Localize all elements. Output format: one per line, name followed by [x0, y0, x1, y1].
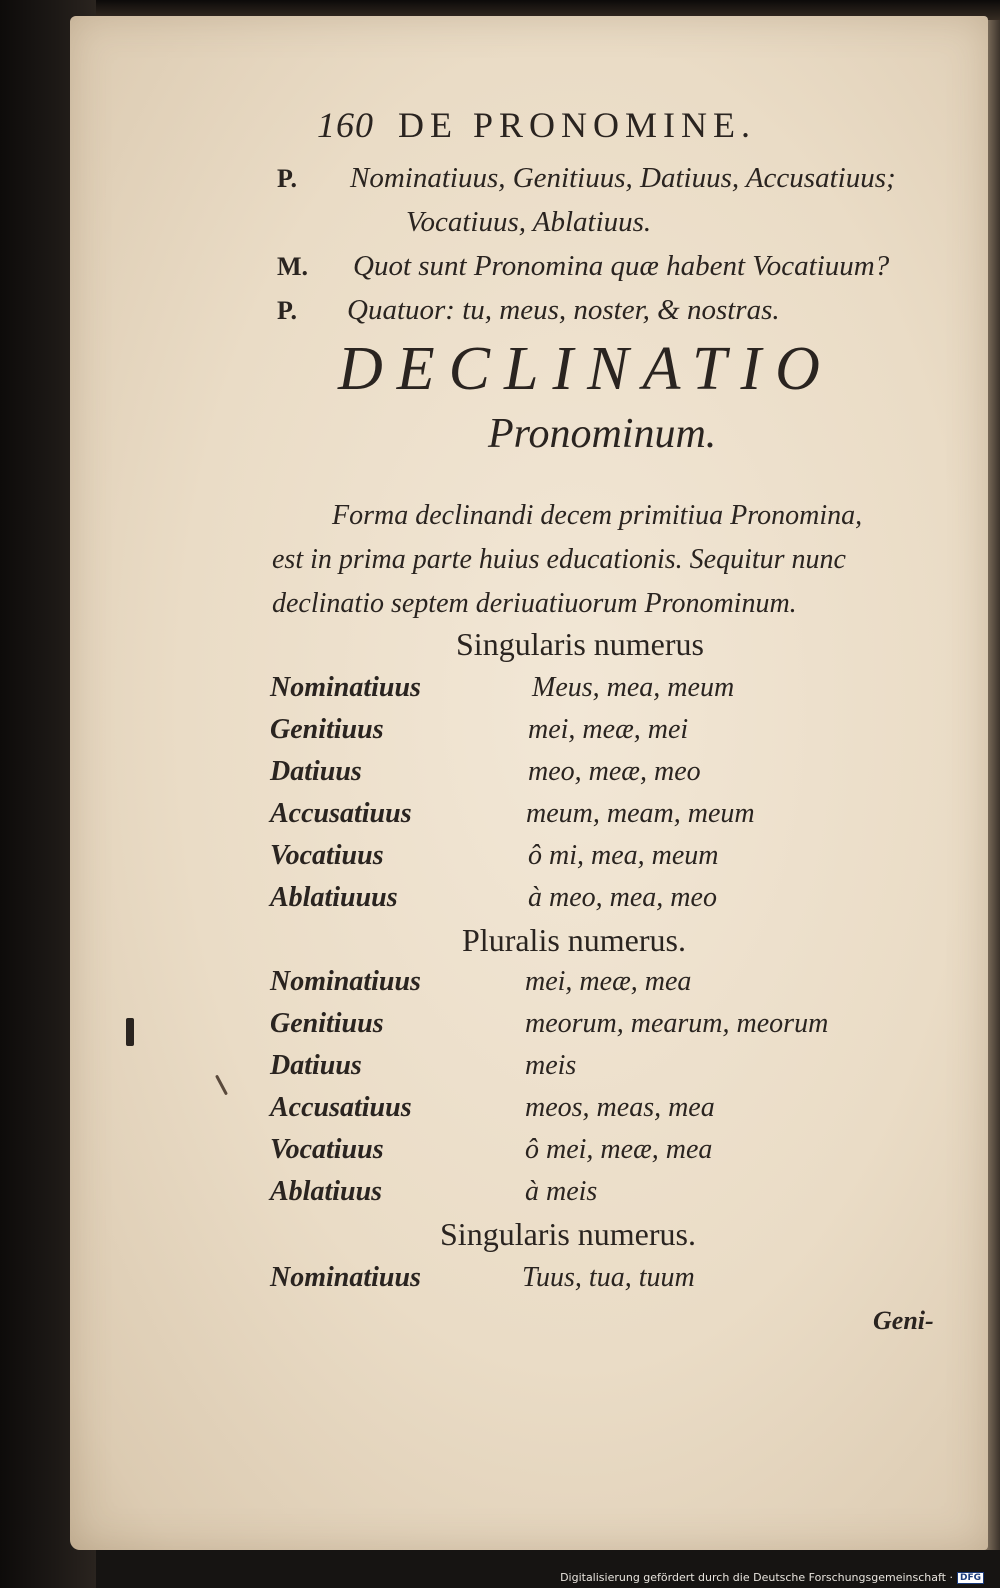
- running-header: [317, 104, 756, 146]
- declension-forms: mei, meæ, mei: [528, 714, 689, 745]
- paragraph-line: declinatio septem deriuatiuorum Pronominum.: [272, 588, 797, 619]
- declension-forms: ô mi, mea, meum: [528, 840, 719, 871]
- dialogue-text: Vocatiuus, Ablatiuus.: [406, 206, 652, 238]
- paragraph-line: est in prima parte huius educationis. Sequitur nunc: [272, 544, 846, 575]
- speaker-label: P.: [277, 164, 297, 193]
- declension-forms: Meus, mea, meum: [532, 672, 735, 703]
- dialogue-line: [277, 250, 308, 283]
- declension-forms: Tuus, tua, tuum: [522, 1262, 695, 1293]
- digitization-footer: [560, 1571, 984, 1584]
- case-label: Datiuus: [270, 1050, 362, 1081]
- section-title: DECLINATIO: [338, 335, 834, 403]
- dialogue-line: [277, 162, 297, 195]
- ink-mark: [126, 1018, 134, 1046]
- declension-forms: à meo, mea, meo: [528, 882, 717, 913]
- table-heading: Pluralis numerus.: [462, 922, 686, 958]
- declension-forms: meorum, mearum, meorum: [525, 1008, 829, 1039]
- paragraph-line: Forma declinandi decem primitiua Pronomina,: [332, 500, 863, 531]
- case-label: Vocatiuus: [270, 840, 384, 871]
- table-heading: Singularis numerus.: [440, 1216, 696, 1252]
- case-label: Datiuus: [270, 756, 362, 787]
- dialogue-text: Quatuor: tu, meus, noster, & nostras.: [347, 294, 780, 326]
- ink-mark: [215, 1075, 228, 1096]
- case-label: Nominatiuus: [270, 966, 421, 997]
- case-label: Nominatiuus: [270, 672, 421, 703]
- case-label: Ablatiuuus: [270, 882, 398, 913]
- speaker-label: M.: [277, 252, 309, 281]
- case-label: Vocatiuus: [270, 1134, 384, 1165]
- case-label: Nominatiuus: [270, 1262, 421, 1293]
- declension-forms: meo, meæ, meo: [528, 756, 701, 787]
- declension-forms: meum, meam, meum: [526, 798, 755, 829]
- dialogue-text: Quot sunt Pronomina quæ habent Vocatiuum?: [353, 250, 890, 282]
- declension-forms: meos, meas, mea: [525, 1092, 715, 1123]
- dialogue-line: [277, 294, 297, 327]
- case-label: Genitiuus: [270, 714, 384, 745]
- declension-forms: meis: [525, 1050, 577, 1081]
- section-subtitle: Pronominum.: [488, 411, 717, 457]
- table-heading: Singularis numerus: [456, 626, 704, 662]
- case-label: Accusatiuus: [270, 1092, 412, 1123]
- declension-forms: à meis: [525, 1176, 598, 1207]
- footer-text: Digitalisierung gefördert durch die Deutsche Forschungsgemeinschaft ·: [560, 1571, 953, 1584]
- dialogue-text: Nominatiuus, Genitiuus, Datiuus, Accusatiuus;: [350, 162, 896, 194]
- case-label: Genitiuus: [270, 1008, 384, 1039]
- case-label: Accusatiuus: [270, 798, 412, 829]
- page-number: 160: [317, 105, 374, 145]
- speaker-label: P.: [277, 296, 297, 325]
- header-title: DE PRONOMINE.: [398, 105, 757, 145]
- declension-forms: ô mei, meæ, mea: [525, 1134, 713, 1165]
- declension-forms: mei, meæ, mea: [525, 966, 692, 997]
- dfg-logo: DFG: [957, 1572, 984, 1584]
- case-label: Ablatiuus: [270, 1176, 383, 1207]
- book-page: [70, 16, 988, 1550]
- catchword: Geni-: [873, 1306, 934, 1335]
